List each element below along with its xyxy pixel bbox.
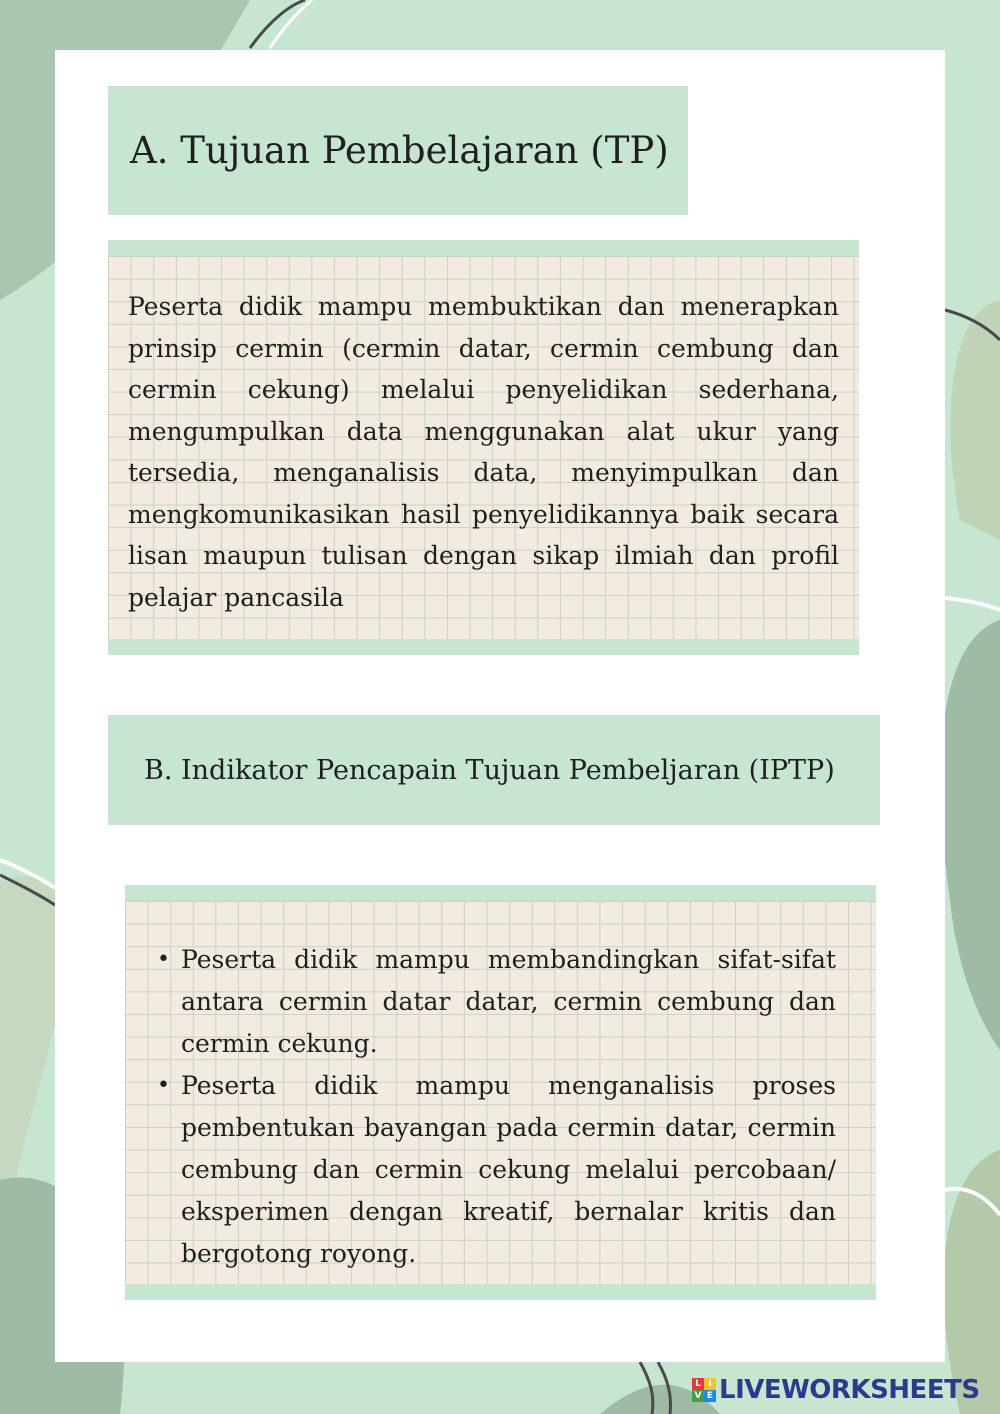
- section-a-title: A. Tujuan Pembelajaran (TP): [108, 86, 688, 215]
- section-a-box: [108, 240, 859, 655]
- logo-mark-icon: [692, 1378, 716, 1402]
- list-item: [157, 1065, 836, 1275]
- list-item: [157, 939, 836, 1065]
- liveworksheets-logo[interactable]: [692, 1372, 980, 1408]
- logo-text: LIVEWORKSHEETS: [719, 1375, 980, 1405]
- logo-letter-l: L: [692, 1378, 704, 1390]
- list-item-text: Peserta didik mampu membandingkan sifat-sifat antara cermin datar datar, cermin cembung dan cermin cekung.: [181, 945, 836, 1058]
- logo-letter-v: V: [692, 1390, 704, 1402]
- logo-letter-e: E: [704, 1390, 716, 1402]
- section-a-text: Peserta didik mampu membuktikan dan menerapkan prinsip cermin (cermin datar, cermin cembung dan cermin cekung) melalui penyelidikan sederhana, mengumpulkan data menggunakan alat ukur yang tersedia, menganalisis data, menyimpulkan dan mengkomunikasikan hasil penyelidikannya baik secara lisan maupun tulisan dengan sikap ilmiah dan profil pelajar pancasila: [128, 292, 839, 612]
- bullet-icon: •: [157, 1073, 170, 1098]
- section-b-title: B. Indikator Pencapain Tujuan Pembeljaran (IPTP): [108, 715, 880, 825]
- list-item-text: Peserta didik mampu menganalisis proses pembentukan bayangan pada cermin datar, cermin cembung dan cermin cekung melalui percobaan/ eksperimen dengan kreatif, bernalar kritis dan bergotong royong.: [181, 1071, 836, 1268]
- bullet-icon: •: [157, 947, 170, 972]
- logo-letter-i: I: [704, 1378, 716, 1390]
- section-b-box: [125, 885, 876, 1300]
- iptp-list: [157, 939, 836, 1275]
